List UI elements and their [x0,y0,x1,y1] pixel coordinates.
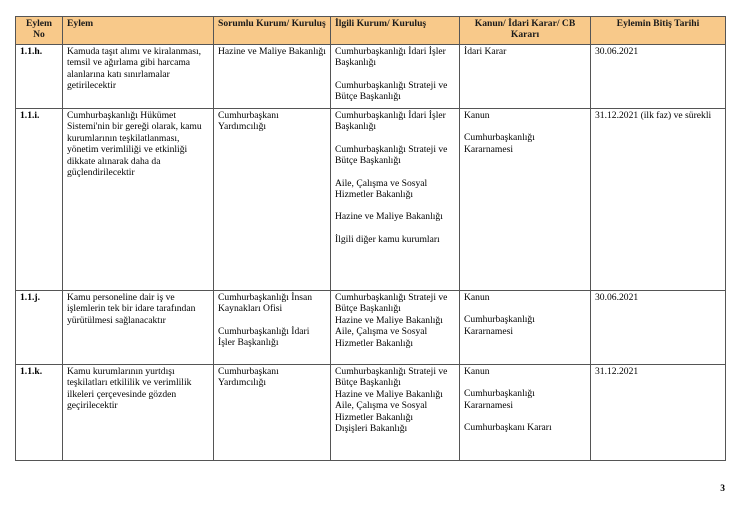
related-entry: Dışişleri Bakanlığı [335,423,408,435]
instrument-cell [460,291,591,365]
deadline-cell: 30.06.2021 [591,291,726,365]
related-entry: Hazine ve Maliye Bakanlığı [335,388,443,400]
related-entry: Aile, Çalışma ve Sosyal Hizmetler Bakanlığı [335,326,428,349]
header-responsible: Sorumlu Kurum/ Kuruluş [214,17,331,45]
related-entry: Hazine ve Maliye Bakanlığı [335,211,443,223]
related-entry: Cumhurbaşkanlığı Strateji ve Bütçe Başkanlığı [335,143,448,167]
table-header-row [16,17,726,45]
table-row [16,109,726,291]
responsible-cell [214,45,331,109]
related-cell [331,45,460,109]
table-row [16,365,726,461]
page-number: 3 [720,484,725,494]
instrument-entry: Kanun [464,292,490,303]
action-no: 1.1.j. [16,291,63,365]
related-entry: Hazine ve Maliye Bakanlığı [335,314,443,326]
action-plan-table [15,16,726,461]
action-no: 1.1.i. [16,109,63,291]
related-entry: Cumhurbaşkanlığı Strateji ve Bütçe Başkanlığı [335,79,448,103]
header-instrument: Kanun/ İdari Karar/ CB Kararı [460,17,591,45]
deadline-cell: 30.06.2021 [591,45,726,109]
deadline-cell: 31.12.2021 (ilk faz) ve sürekli [591,109,726,291]
instrument-entry: Cumhurbaşkanı Kararı [464,422,552,434]
header-related: İlgili Kurum/ Kuruluş [331,17,460,45]
related-cell [331,365,460,461]
related-entry: Aile, Çalışma ve Sosyal Hizmetler Bakanlığı [335,177,428,201]
related-entry: Aile, Çalışma ve Sosyal Hizmetler Bakanlığı [335,400,428,423]
action-no: 1.1.h. [16,45,63,109]
action-no: 1.1.k. [16,365,63,461]
related-cell [331,109,460,291]
instrument-entry: Cumhurbaşkanlığı Kararnamesi [464,388,535,411]
header-action: Eylem [63,17,214,45]
header-deadline: Eylemin Bitiş Tarihi [591,17,726,45]
header-action-no: Eylem No [16,17,63,45]
instrument-entry: Kanun [464,110,490,121]
action-text: Kamu kurumlarının yurtdışı teşkilatları etkililik ve verimlilik ilkeleri çerçevesinde gözden geçirilecektir [63,365,214,461]
instrument-entry: Cumhurbaşkanlığı Kararnamesi [464,132,535,155]
responsible-cell [214,291,331,365]
action-text: Cumhurbaşkanlığı Hükümet Sistemi'nin bir gereği olarak, kamu kurumlarının teşkilatlanması, yönetim verimliliği ve etkinliği dikkate alınarak daha da güçlendirilecektir [63,109,214,291]
action-text: Kamuda taşıt alımı ve kiralanması, temsil ve ağırlama gibi harcama alanlarına katı sınırlamalar getirilecektir [63,45,214,109]
table-row [16,45,726,109]
responsible-entry: Cumhurbaşkanlığı İdari İşler Başkanlığı [218,325,310,349]
responsible-entry: Hazine ve Maliye Bakanlığı [218,46,326,57]
related-cell [331,291,460,365]
instrument-entry: Kanun [464,366,490,377]
responsible-entry: Cumhurbaşkanı Yardımcılığı [218,110,279,133]
responsible-cell [214,365,331,461]
responsible-entry: Cumhurbaşkanı Yardımcılığı [218,366,279,389]
related-entry: Cumhurbaşkanlığı Strateji ve Bütçe Başkanlığı [335,366,448,389]
related-entry: Cumhurbaşkanlığı İdari İşler Başkanlığı [335,110,446,133]
deadline-cell: 31.12.2021 [591,365,726,461]
table-row [16,291,726,365]
related-entry: İlgili diğer kamu kurumları [335,233,440,245]
related-entry: Cumhurbaşkanlığı İdari İşler Başkanlığı [335,46,446,69]
instrument-entry: Cumhurbaşkanlığı Kararnamesi [464,314,535,337]
related-entry: Cumhurbaşkanlığı Strateji ve Bütçe Başkanlığı [335,292,448,315]
instrument-cell [460,365,591,461]
responsible-entry: Cumhurbaşkanlığı İnsan Kaynakları Ofisi [218,292,313,315]
instrument-cell [460,45,591,109]
instrument-entry: İdari Karar [464,46,507,57]
responsible-cell [214,109,331,291]
instrument-cell [460,109,591,291]
action-text: Kamu personeline dair iş ve işlemlerin tek bir idare tarafından yürütülmesi sağlanacaktır [63,291,214,365]
